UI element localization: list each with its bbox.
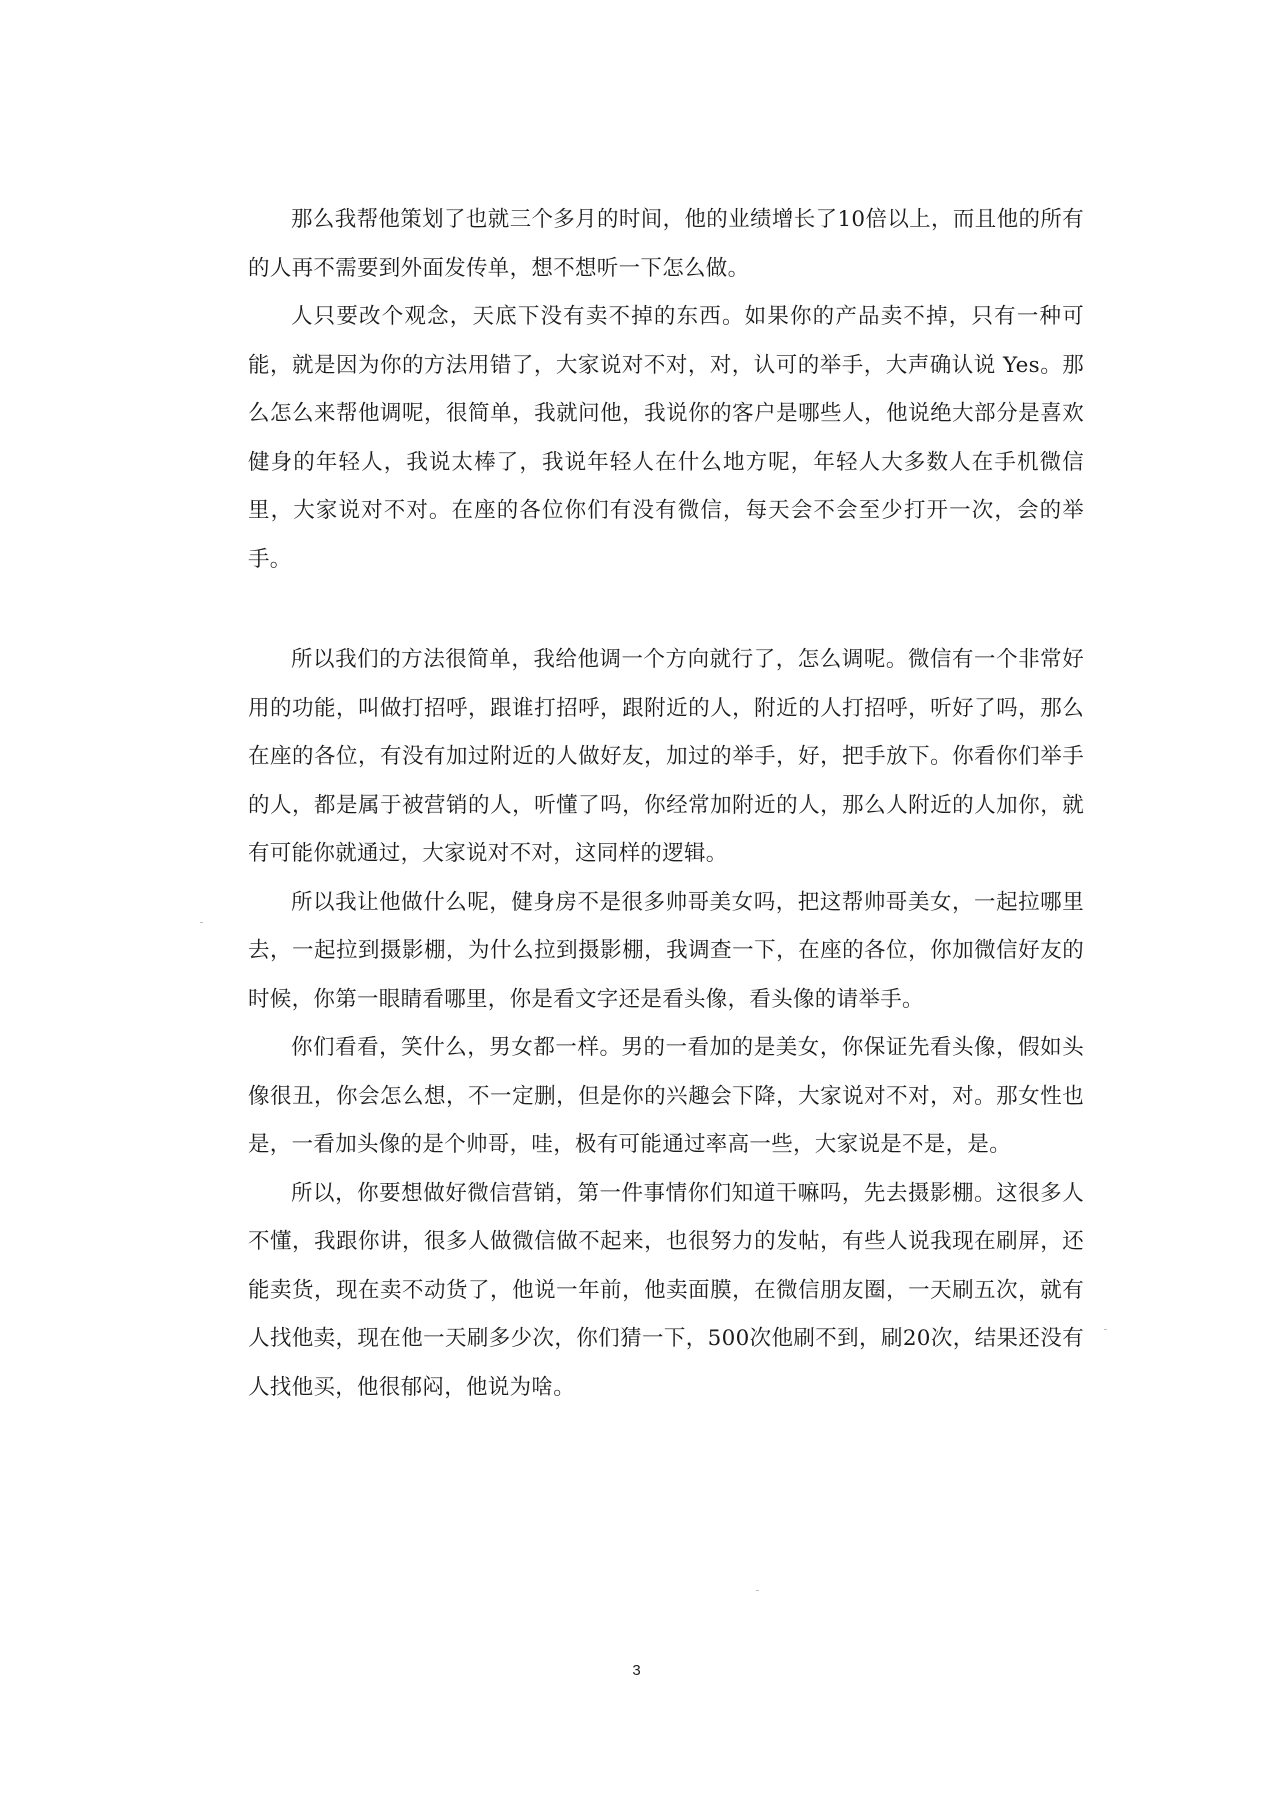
- paragraph-2: 人只要改个观念，天底下没有卖不掉的东西。如果你的产品卖不掉，只有一种可能，就是因为你的方法用错了，大家说对不对，对，认可的举手，大声确认说 Yes。那么怎么来帮他调呢，很简单，我就问他，我说你的客户是哪些人，他说绝大部分是喜欢健身的年轻人，我说太棒了，我说年轻人在什么地方呢，年轻人大多数人在手机微信里，大家说对不对。在座的各位你们有没有微信，每天会不会至少打开一次，会的举手。: [248, 304, 1084, 572]
- document-body: [248, 196, 1084, 1412]
- paragraph-spacer: [248, 584, 1084, 636]
- paragraph-1: 那么我帮他策划了也就三个多月的时间，他的业绩增长了10倍以上，而且他的所有的人再不需要到外面发传单，想不想听一下怎么做。: [248, 207, 1084, 281]
- scan-speck: [756, 1590, 759, 1591]
- paragraph-3: 所以我们的方法很简单，我给他调一个方向就行了，怎么调呢。微信有一个非常好用的功能，叫做打招呼，跟谁打招呼，跟附近的人，附近的人打招呼，听好了吗，那么在座的各位，有没有加过附近的人做好友，加过的举手，好，把手放下。你看你们举手的人，都是属于被营销的人，听懂了吗，你经常加附近的人，那么人附近的人加你，就有可能你就通过，大家说对不对，这同样的逻辑。: [248, 647, 1084, 866]
- page-number: 3: [632, 1662, 641, 1679]
- paragraph-5: 你们看看，笑什么，男女都一样。男的一看加的是美女，你保证先看头像，假如头像很丑，你会怎么想，不一定删，但是你的兴趣会下降，大家说对不对，对。那女性也是，一看加头像的是个帅哥，哇，极有可能通过率高一些，大家说是不是，是。: [248, 1035, 1084, 1157]
- paragraph-4: 所以我让他做什么呢，健身房不是很多帅哥美女吗，把这帮帅哥美女，一起拉哪里去，一起拉到摄影棚，为什么拉到摄影棚，我调查一下，在座的各位，你加微信好友的时候，你第一眼睛看哪里，你是看文字还是看头像，看头像的请举手。: [248, 889, 1084, 1012]
- scan-speck: [1104, 1329, 1107, 1330]
- scan-speck: [200, 922, 203, 923]
- paragraph-6: 所以，你要想做好微信营销，第一件事情你们知道干嘛吗，先去摄影棚。这很多人不懂，我跟你讲，很多人做微信做不起来，也很努力的发帖，有些人说我现在刷屏，还能卖货，现在卖不动货了，他说一年前，他卖面膜，在微信朋友圈，一天刷五次，就有人找他卖，现在他一天刷多少次，你们猜一下，500次他刷不到，刷20次，结果还没有人找他买，他很郁闷，他说为啥。: [248, 1180, 1084, 1400]
